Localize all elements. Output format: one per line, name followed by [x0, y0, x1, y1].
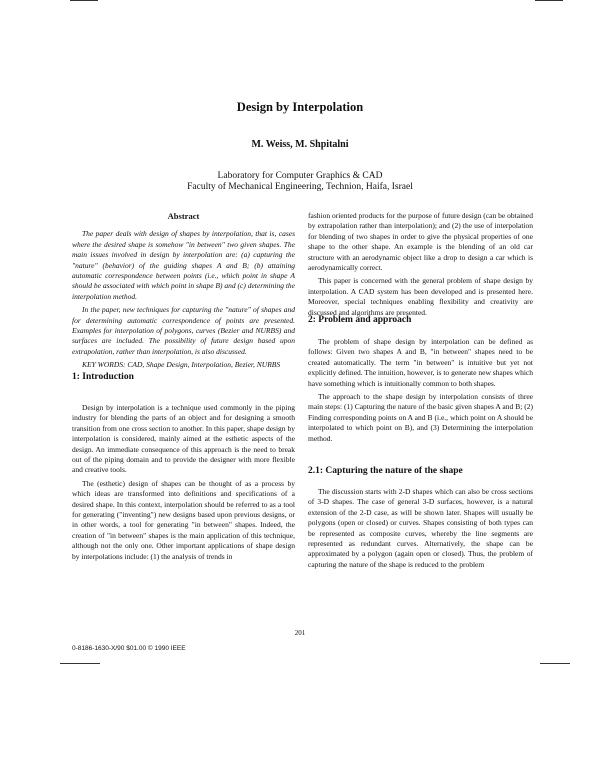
- section-2-heading: 2: Problem and approach: [308, 315, 412, 325]
- bottom-edge-mark-left: [60, 663, 100, 664]
- abstract-paragraph-1: The paper deals with design of shapes by interpolation, that is, cases where the desired shape is somehow "in between" two given shapes. The main issues involved in design by interpolation are: (a) capturing the "nature" (behavior) of the guiding shapes A and B; (b) attaining automatic correspondence between points (i.e., which point in shape A should be associated with which point in shape B) and (c) determining the interpolation method.: [72, 229, 295, 301]
- copyright-footer: 0-8186-1630-X/90 $01.00 © 1990 IEEE: [72, 645, 186, 652]
- right-column-intro: [308, 211, 533, 321]
- section-2-heading-wrap: [308, 315, 533, 325]
- affiliation-line-1: Laboratory for Computer Graphics & CAD: [217, 171, 383, 181]
- section-1: [72, 372, 295, 382]
- intro-paragraph-1: Design by interpolation is a technique used commonly in the piping industry for blending the parts of an object and for designing a smooth transition from one cross section to another. In this paper, shape design by interpolation is considered, mainly aimed at the esthetic aspects of the design. An immediate consequence of this approach is the need to break out of the piping domain and to provide the designer with more flexible and creative tools.: [72, 403, 295, 475]
- nature-paragraph-1: The discussion starts with 2-D shapes which can also be cross sections of 3-D shapes. The case of general 3-D surfaces, however, is a natural extension of the 2-D case, as will be shown later. Shapes will usually be polygons (open or closed) or curves. Shapes consisting of both types can be represented as composite curves, whereby the line segments are represented as redundant curves. Alternatively, the shape can be approximated by a polygon (again open or closed). Thus, the problem of capturing the nature of the shape is reduced to the problem: [308, 487, 533, 569]
- abstract-heading: Abstract: [167, 211, 200, 221]
- abstract-body: [72, 229, 295, 370]
- section-1-heading: 1: Introduction: [72, 372, 134, 382]
- page-number: 201: [294, 629, 306, 637]
- left-column: [72, 211, 295, 374]
- intro-continuation: fashion oriented products for the purpose of future design (can be obtained by extrapolation rather than interpolation); and (2) the use of interpolation for blending of two shapes in order to give the physical properties of one shape to the other shape. An example is the blending of an old car structure with an aerodynamic object like a drop to design a car which is aerodynamically correct.: [308, 211, 533, 273]
- problem-paragraph-2: The approach to the shape design by interpolation consists of three main steps: (1) Capturing the nature of the basic given shapes A and B; (2) Finding corresponding points on A and B (i.e., which point on A should be interpolated to which point on B), and (3) Determining the interpolation method.: [308, 392, 533, 443]
- authors: M. Weiss, M. Shpitalni: [251, 139, 349, 150]
- affiliation-line-2: Faculty of Mechanical Engineering, Technion, Haifa, Israel: [187, 182, 413, 192]
- section-2-body: [308, 337, 533, 447]
- top-edge-mark-left: [70, 0, 98, 1]
- problem-paragraph-1: The problem of shape design by interpolation can be defined as follows: Given two shapes A and B, "in between" shapes need to be created automatically. The term "in between" is intuitive but yet not explicitly defined. The intuition, however, is to generate new shapes which have something which is intuitionally common to both shapes.: [308, 337, 533, 388]
- intro-paragraph-2: The (esthetic) design of shapes can be thought of as a process by which ideas are transformed into definitions and specifications of a desired shape. In this context, interpolation should be referred to as a tool for generating ("inventing") new designs based upon previous designs, or in other words, a tool for generating "in between" shapes. Indeed, the creation of "in between" shapes is the main application of this technique, although not the only one. Other important applications of shape design by interpolations include: (1) the analysis of trends in: [72, 478, 295, 561]
- section-1-body: [72, 403, 295, 565]
- paper-title: Design by Interpolation: [236, 100, 364, 114]
- abstract-paragraph-2: In the paper, new techniques for capturing the "nature" of shapes and for determining automatic correspondence of points are presented. Examples for interpolation of polygons, curves (Bezier and NURBS) and surfaces are included. The possibility of future design based upon extrapolation, rather than interpolation, is also discussed.: [72, 305, 295, 356]
- top-edge-mark-right: [535, 0, 563, 1]
- bottom-edge-mark-right: [540, 663, 570, 664]
- keywords: KEY WORDS: CAD, Shape Design, Interpolation, Bezier, NURBS: [82, 360, 281, 370]
- intro-paragraph-3: This paper is concerned with the general problem of shape design by interpolation. A CAD system has been developed and is presented here. Moreover, special techniques enabling flexibility and creativity are discussed and algorithms are presented.: [308, 276, 533, 317]
- section-2-1-body: [308, 487, 533, 573]
- section-2-1-heading-wrap: [308, 466, 533, 476]
- section-2-1-heading: 2.1: Capturing the nature of the shape: [308, 466, 463, 476]
